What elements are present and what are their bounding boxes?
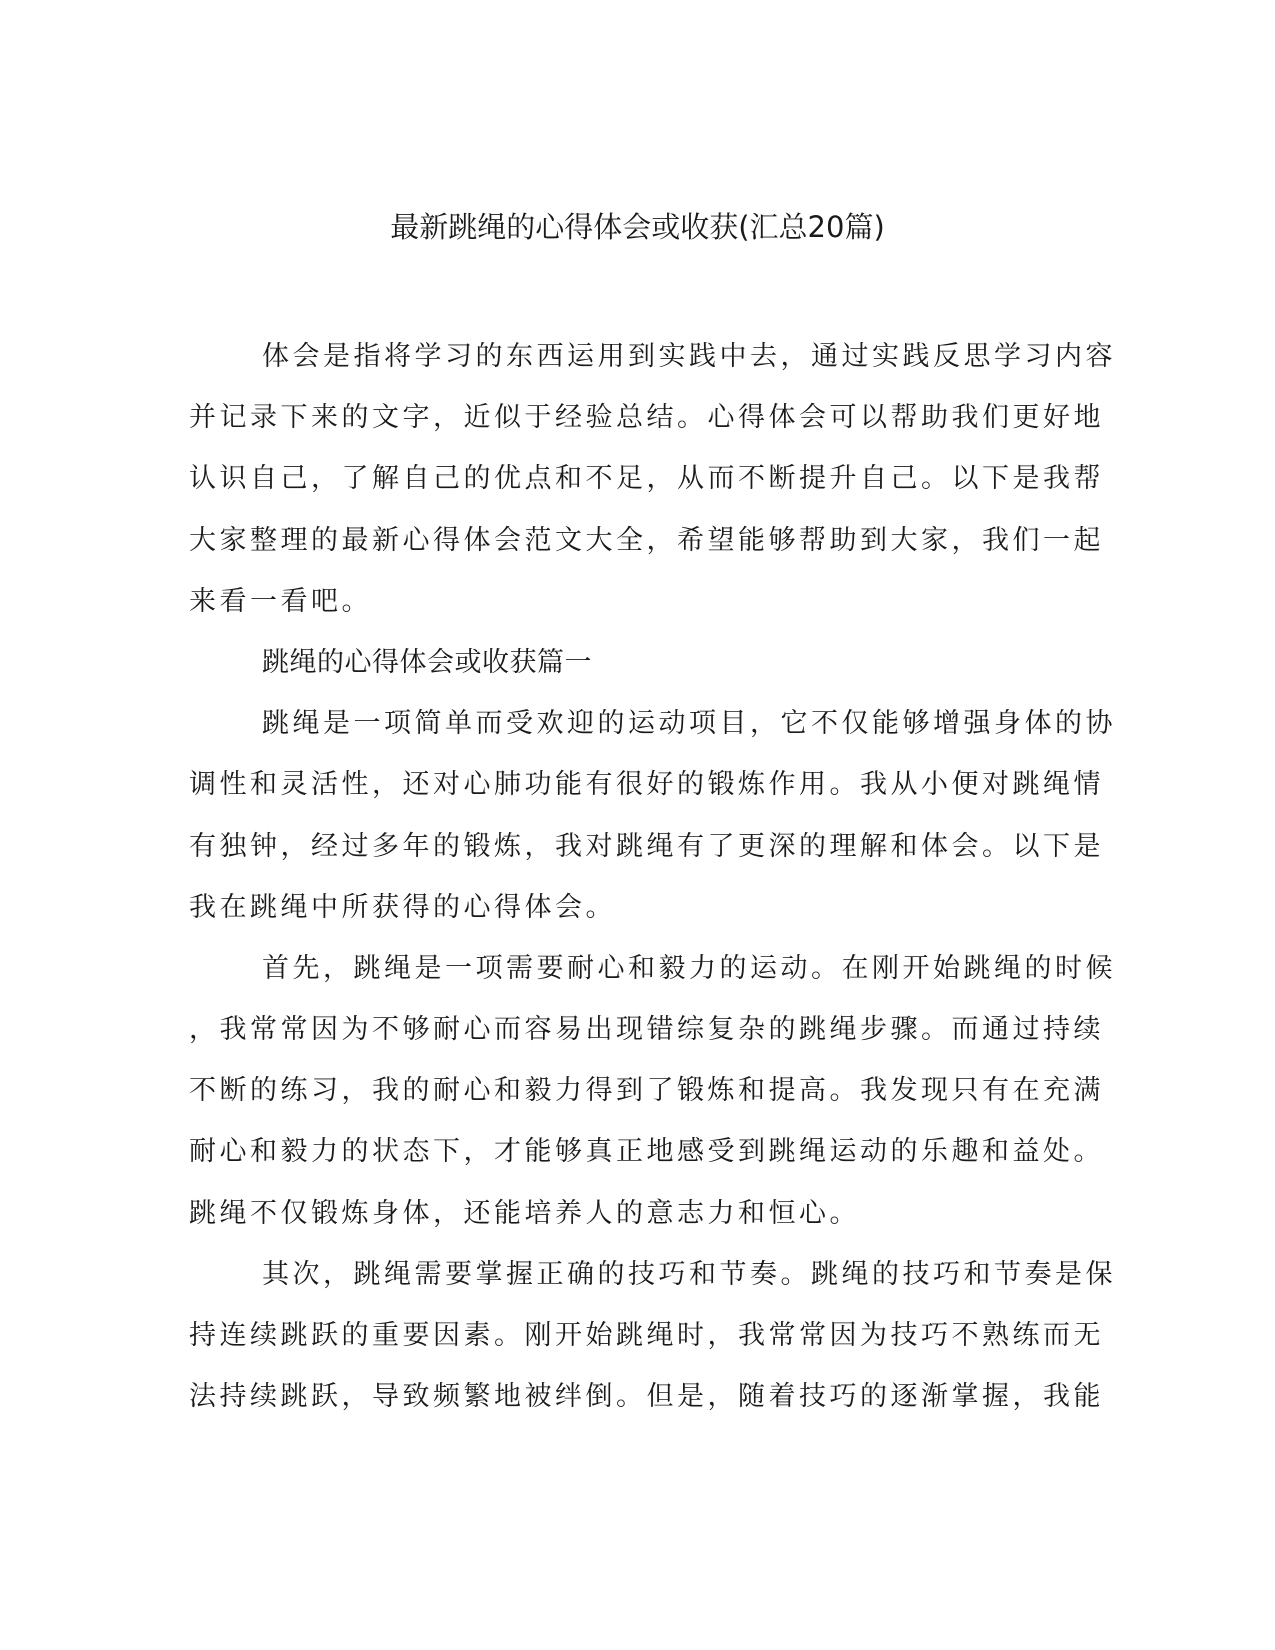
paragraph-line: 有独钟，经过多年的锻炼，我对跳绳有了更深的理解和体会。以下是 [189, 830, 1104, 862]
paragraph-line: 体会是指将学习的东西运用到实践中去，通过实践反思学习内容 [262, 341, 1116, 372]
paragraph-line: ，我常常因为不够耐心而容易出现错综复杂的跳绳步骤。而通过持续 [189, 1014, 1104, 1046]
paragraph-line: 不断的练习，我的耐心和毅力得到了锻炼和提高。我发现只有在充满 [189, 1075, 1104, 1107]
paragraph-line: 调性和灵活性，还对心肺功能有很好的锻炼作用。我从小便对跳绳情 [189, 769, 1104, 801]
paragraph-line: 我在跳绳中所获得的心得体会。 [189, 891, 616, 923]
paragraph-line: 首先，跳绳是一项需要耐心和毅力的运动。在刚开始跳绳的时候 [262, 952, 1116, 984]
paragraph-line: 认识自己，了解自己的优点和不足，从而不断提升自己。以下是我帮 [189, 463, 1104, 495]
section-heading: 跳绳的心得体会或收获篇一 [262, 646, 592, 678]
paragraph-line: 耐心和毅力的状态下，才能够真正地感受到跳绳运动的乐趣和益处。 [189, 1136, 1104, 1168]
paragraph-line: 大家整理的最新心得体会范文大全，希望能够帮助到大家，我们一起 [189, 524, 1104, 556]
paragraph-line: 跳绳是一项简单而受欢迎的运动项目，它不仅能够增强身体的协 [262, 708, 1116, 740]
document-body [189, 326, 1116, 1427]
paragraph-line: 其次，跳绳需要掌握正确的技巧和节奏。跳绳的技巧和节奏是保 [262, 1258, 1116, 1290]
paragraph-line: 来看一看吧。 [189, 585, 372, 617]
paragraph-line: 并记录下来的文字，近似于经验总结。心得体会可以帮助我们更好地 [189, 402, 1104, 434]
paragraph-line: 跳绳不仅锻炼身体，还能培养人的意志力和恒心。 [189, 1197, 860, 1229]
paragraph-line: 持连续跳跃的重要因素。刚开始跳绳时，我常常因为技巧不熟练而无 [189, 1320, 1104, 1351]
paragraph-line: 法持续跳跃，导致频繁地被绊倒。但是，随着技巧的逐渐掌握，我能 [189, 1381, 1104, 1413]
document-title: 最新跳绳的心得体会或收获(汇总20篇) [390, 210, 885, 244]
